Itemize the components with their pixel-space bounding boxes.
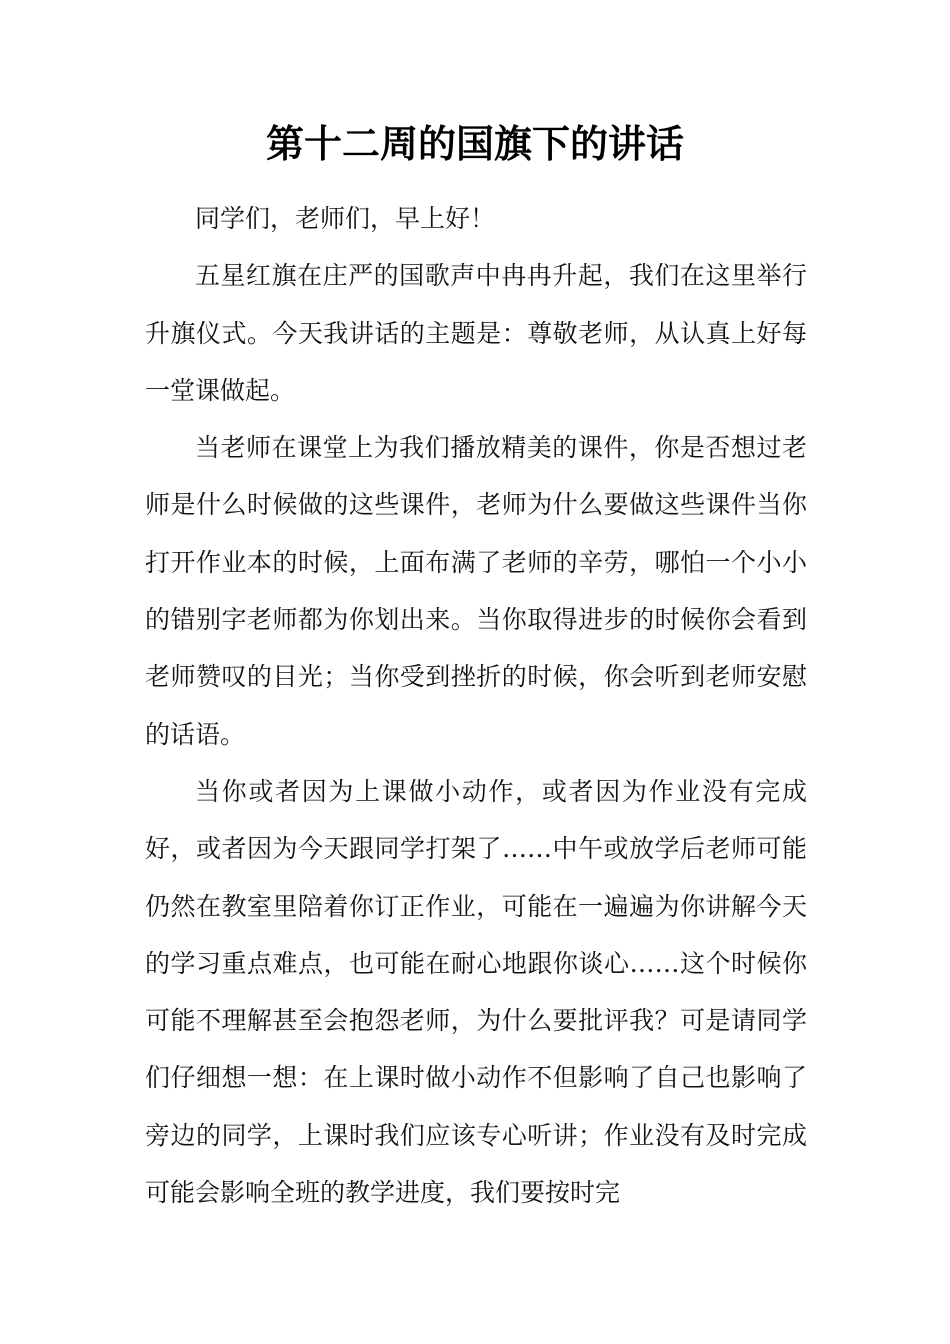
paragraph-teacher-care: 当老师在课堂上为我们播放精美的课件，你是否想过老师是什么时候做的这些课件，老师为什么要做这些课件当你打开作业本的时候，上面布满了老师的辛劳，哪怕一个小小的错别字老师都为你划出来。当你取得进步的时候你会看到老师赞叹的目光；当你受到挫折的时候，你会听到老师安慰的话语。 [145, 433, 807, 749]
paragraph-theme: 五星红旗在庄严的国歌声中冉冉升起，我们在这里举行升旗仪式。今天我讲话的主题是：尊敬老师，从认真上好每一堂课做起。 [145, 261, 807, 405]
paragraph-greeting: 同学们，老师们，早上好！ [195, 204, 496, 233]
document-title: 第十二周的国旗下的讲话 [265, 121, 684, 166]
document-body [145, 190, 807, 1221]
paragraph-classroom-behavior: 当你或者因为上课做小动作，或者因为作业没有完成好，或者因为今天跟同学打架了……中午或放学后老师可能仍然在教室里陪着你订正作业，可能在一遍遍为你讲解今天的学习重点难点，也可能在耐心地跟你谈心……这个时候你可能不理解甚至会抱怨老师，为什么要批评我？可是请同学们仔细想一想：在上课时做小动作不但影响了自己也影响了旁边的同学，上课时我们应该专心听讲；作业没有及时完成可能会影响全班的教学进度，我们要按时完 [145, 776, 807, 1208]
